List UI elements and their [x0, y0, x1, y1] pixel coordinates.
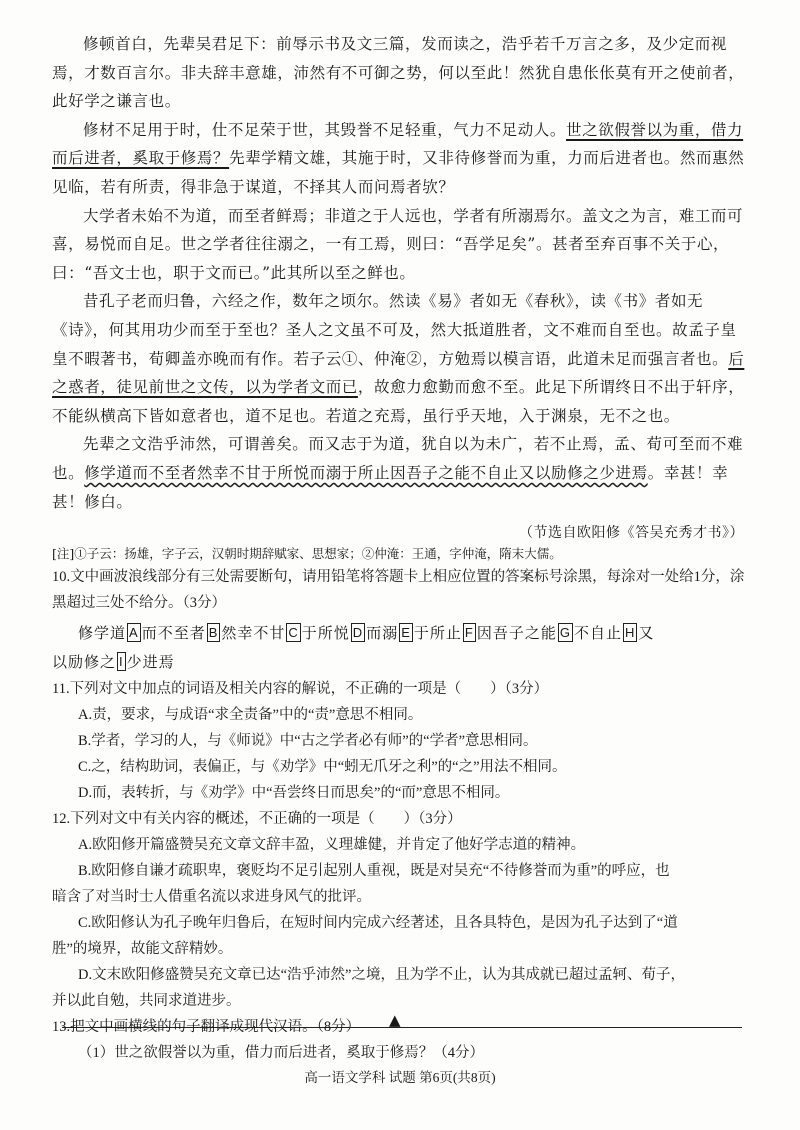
segment: 然幸不甘 [221, 624, 286, 643]
question-11-option-a: A.责，要求，与成语“求全责备”中的“责”意思不相同。 [78, 707, 423, 724]
answer-box-b[interactable]: B [208, 625, 219, 641]
divider-line [62, 1027, 742, 1028]
segment: 因吾子之能 [476, 624, 557, 643]
segment: 少进焉 [126, 653, 175, 672]
segment: 以励修之 [52, 653, 117, 672]
passage-text: 、仲淹 [357, 349, 407, 368]
passage-paragraph-1 [52, 30, 752, 116]
answer-box-g[interactable]: G [559, 625, 571, 641]
underlined-sentence-2: 后之惑者，徒见前世之文传，以为学者文而已 [52, 349, 745, 397]
triangle-marker-icon: ▲ [389, 1011, 401, 1029]
underlined-sentence-1: 世之欲假誉以为重，借力而后进者，奚取于修焉？ [52, 120, 744, 168]
question-12-option-b: B.欧阳修自谦才疏职卑，褒贬均不足引起别人重视，既是对吴充“不待修誉而为重”的呼应，也 [78, 863, 670, 880]
passage-text: 先辈学精文雄，其施于时，又非待修誉而为重，力而后进者也。然而惠然见临，若有所责，得非急于谋道，不择其人而问焉者欤？ [52, 149, 745, 196]
passage-text: ，方勉焉以模言语，此道未足而强言者也。 [422, 349, 729, 368]
question-12-option-d: D.文末欧阳修盛赞吴充文章已达“浩乎沛然”之境，且为学不止，认为其成就已超过孟轲、荀子， [78, 967, 685, 984]
exam-page [52, 30, 752, 1066]
question-10-line-1 [52, 618, 752, 648]
question-11-option-d: D.而，表转折，与《劝学》中“吾尝终日而思矣”的“而”意思不相同。 [78, 785, 510, 802]
wavy-underlined-sentence: 修学道而不至者然幸不甘于所悦而溺于所止因吾子之能不自止又以励修之少进焉 [84, 463, 648, 482]
question-13-stem: 13.把文中画横线的句子翻译成现代汉语。（8分） [52, 1019, 361, 1036]
question-13-sub-1: （1）世之欲假誉以为重，借力而后进者，奚取于修焉？（4分） [78, 1045, 484, 1062]
question-10-stem: 10.文中画波浪线部分有三处需要断句，请用铅笔将答题卡上相应位置的答案标号涂黑，每涂对一处给1分，涂黑超过三处不给分。（3分） [52, 569, 745, 612]
question-12-option-c: C.欧阳修认为孔子晚年归鲁后，在短时间内完成六经著述，且各具特色，是因为孔子达到了“道 [78, 915, 678, 932]
passage-text: 大学者未始不为道，而至者鲜焉；非道之于人远也，学者有所溺焉尔。盖文之为言，难工而可喜，易悦而自足。世之学者往往溺之，一有工焉，则曰：“吾学足矣”。甚者至弃百事不关于心，曰：“吾文士也，职于文而已。”此其所以至之鲜也。 [52, 206, 744, 282]
segment: 不自止 [573, 624, 622, 643]
segment: 于所悦 [301, 624, 350, 643]
segment: 于所止 [413, 624, 462, 643]
segment: 修学道 [78, 624, 127, 643]
question-11-option-b: B.学者，学习的人，与《师说》中“古之学者必有师”的“学者”意思相同。 [78, 733, 538, 750]
passage-text: 修顿首白，先辈吴君足下：前辱示书及文三篇，发而读之，浩乎若千万言之多，及少定而视焉，才数百言尔。非夫辞丰意雄，沛然有不可御之势，何以至此！然犹自患伥伥莫有开之使前者，此好学之谦言也。 [52, 35, 745, 111]
segment: 而不至者 [141, 624, 206, 643]
segment: 而溺 [366, 624, 399, 643]
passage-paragraph-2 [52, 116, 752, 202]
answer-box-i[interactable]: I [119, 654, 124, 670]
question-12-option-a: A.欧阳修开篇盛赞吴充文章文辞丰盈，义理雄健，并肯定了他好学志道的精神。 [78, 837, 586, 854]
answer-box-d[interactable]: D [352, 625, 364, 641]
question-10-line-2 [52, 648, 752, 676]
passage-text: 。幸甚！幸甚！修白。 [52, 463, 729, 511]
passage-note: [注]①子云：扬雄，字子云，汉朝时期辞赋家、思想家；②仲淹：王通，字仲淹，隋末大儒。 [52, 546, 562, 562]
question-12-option-b-cont: 暗含了对当时士人借重名流以求进身风气的批评。 [52, 889, 371, 906]
page-footer: 高一语文学科 试题 第6页(共8页) [304, 1070, 496, 1085]
answer-box-c[interactable]: C [288, 625, 299, 641]
question-11-option-c: C.之，结构助词，表偏正，与《劝学》中“蚓无爪牙之利”的“之”用法不相同。 [78, 759, 567, 776]
passage-paragraph-5 [52, 430, 752, 516]
segment: 又 [638, 624, 655, 643]
passage-paragraph-4 [52, 287, 752, 430]
question-12-stem: 12.下列对文中有关内容的概述，不正确的一项是（ ）（3分） [52, 811, 462, 828]
answer-box-h[interactable]: H [625, 625, 636, 641]
question-11-stem: 11.下列对文中加点的词语及相关内容的解说，不正确的一项是（ ）（3分） [52, 681, 549, 698]
question-12-option-d-cont: 并以此自勉，共同求道进步。 [52, 993, 241, 1010]
passage-text: ，故愈力愈勤而愈不至。此足下所谓终日不出于轩序，不能纵横高下皆如意者也，道不足也。若道之充焉，虽行乎天地，入于渊泉，无不之也。 [52, 378, 745, 425]
passage-text: 昔孔子老而归鲁，六经之作，数年之顷尔。然读《易》者如无《春秋》，读《书》者如无《诗》，何其用功少而至于至也？圣人之文虽不可及，然大抵道胜者，文不难而自至也。故孟子皇皇不暇著书，荀卿盖亦晚而有作。若子云 [52, 292, 737, 368]
footnote-marker-2: ② [406, 349, 423, 368]
answer-box-e[interactable]: E [401, 625, 411, 641]
passage-text: 修材不足用于时，仕不足荣于世，其毁誉不足轻重，气力不足动人。 [83, 120, 567, 139]
answer-box-f[interactable]: F [464, 625, 474, 641]
passage-source: （节选自欧阳修《答吴充秀才书》） [519, 525, 744, 542]
passage-text: 先辈之文浩乎沛然，可谓善矣。而又志于为道，犹自以为未广，若不止焉，孟、荀可至而不难也。 [52, 435, 744, 482]
footnote-marker-1: ① [341, 349, 358, 368]
answer-box-a[interactable]: A [129, 625, 139, 641]
question-12-option-c-cont: 胜”的境界，故能文辞精妙。 [52, 941, 233, 958]
passage-paragraph-3 [52, 202, 752, 288]
